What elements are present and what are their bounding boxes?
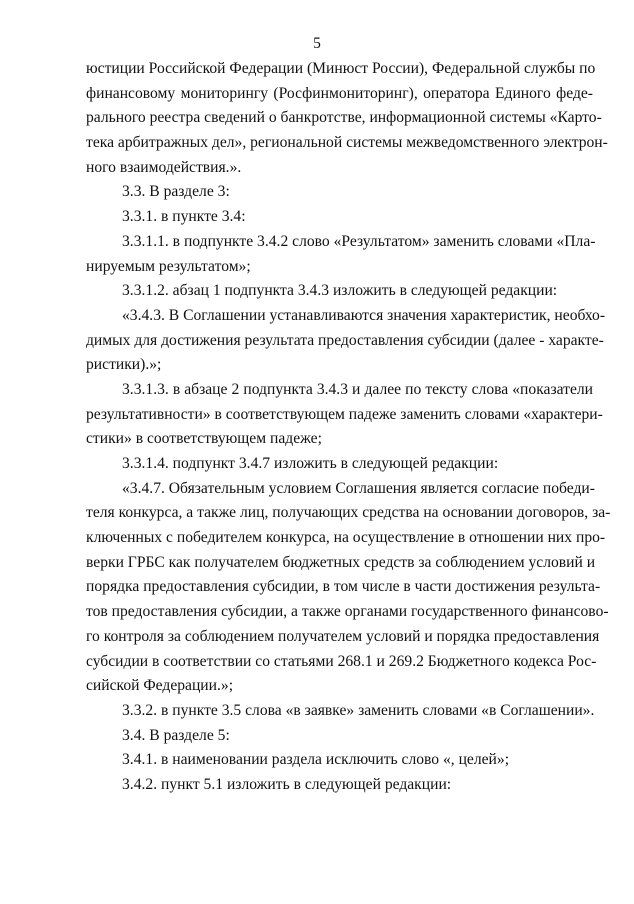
text-line: 3.3. В разделе 3: <box>122 183 230 201</box>
text-line: «3.4.3. В Соглашении устанавливаются значения характеристик, необхо- <box>122 306 606 324</box>
text-line: 3.3.1. в пункте 3.4: <box>122 208 246 226</box>
text-line: 3.4.1. в наименовании раздела исключить слово «, целей»; <box>122 751 510 769</box>
document-body <box>86 57 611 798</box>
text-line: 3.3.1.4. подпункт 3.4.7 изложить в следующей редакции: <box>122 455 499 472</box>
text-line: тека арбитражных дел», региональной системы межведомственного электрон- <box>86 134 608 152</box>
text-line: результативности» в соответствующем падеже заменить словами «характери- <box>86 405 603 423</box>
text-line: финансовому мониторингу (Росфинмониторинг), оператора Единого феде- <box>86 84 593 102</box>
text-line: ристики).»; <box>86 356 162 374</box>
text-line: юстиции Российской Федерации (Минюст России), Федеральной службы по <box>86 60 596 77</box>
text-line: стики» в соответствующем падеже; <box>86 430 322 448</box>
text-line: тов предоставления субсидии, а также органами государственного финансово- <box>86 603 609 621</box>
text-line: нируемым результатом»; <box>86 257 251 275</box>
text-line: 3.3.1.1. в подпункте 3.4.2 слово «Результатом» заменить словами «Пла- <box>122 232 596 250</box>
text-line: субсидии в соответствии со статьями 268.1 и 269.2 Бюджетного кодекса Рос- <box>86 652 597 670</box>
text-line: теля конкурса, а также лиц, получающих средства на основании договоров, за- <box>86 504 611 522</box>
text-line: порядка предоставления субсидии, в том числе в части достижения результа- <box>86 578 601 596</box>
text-line: 3.3.1.3. в абзаце 2 подпункта 3.4.3 и далее по тексту слова «показатели <box>122 380 593 398</box>
text-line: 3.4. В разделе 5: <box>122 726 230 744</box>
text-line: «3.4.7. Обязательным условием Соглашения является согласие победи- <box>122 479 595 497</box>
text-line: 3.3.2. в пункте 3.5 слова «в заявке» заменить словами «в Соглашении». <box>122 701 595 719</box>
text-line: сийской Федерации.»; <box>86 677 234 695</box>
text-line: димых для достижения результата предоставления субсидии (далее - характе- <box>86 331 604 349</box>
page-number: 5 <box>313 35 321 52</box>
text-line: ного взаимодействия.». <box>86 158 242 176</box>
text-line: рального реестра сведений о банкротстве, информационной системы «Карто- <box>86 109 602 127</box>
text-line: верки ГРБС как получателем бюджетных средств за соблюдением условий и <box>86 553 596 571</box>
text-line: 3.3.1.2. абзац 1 подпункта 3.4.3 изложить в следующей редакции: <box>122 282 558 300</box>
text-line: ключенных с победителем конкурса, на осуществление в отношении них про- <box>86 529 606 547</box>
text-line: го контроля за соблюдением получателем условий и порядка предоставления <box>86 627 600 645</box>
text-line: 3.4.2. пункт 5.1 изложить в следующей редакции: <box>122 775 452 793</box>
